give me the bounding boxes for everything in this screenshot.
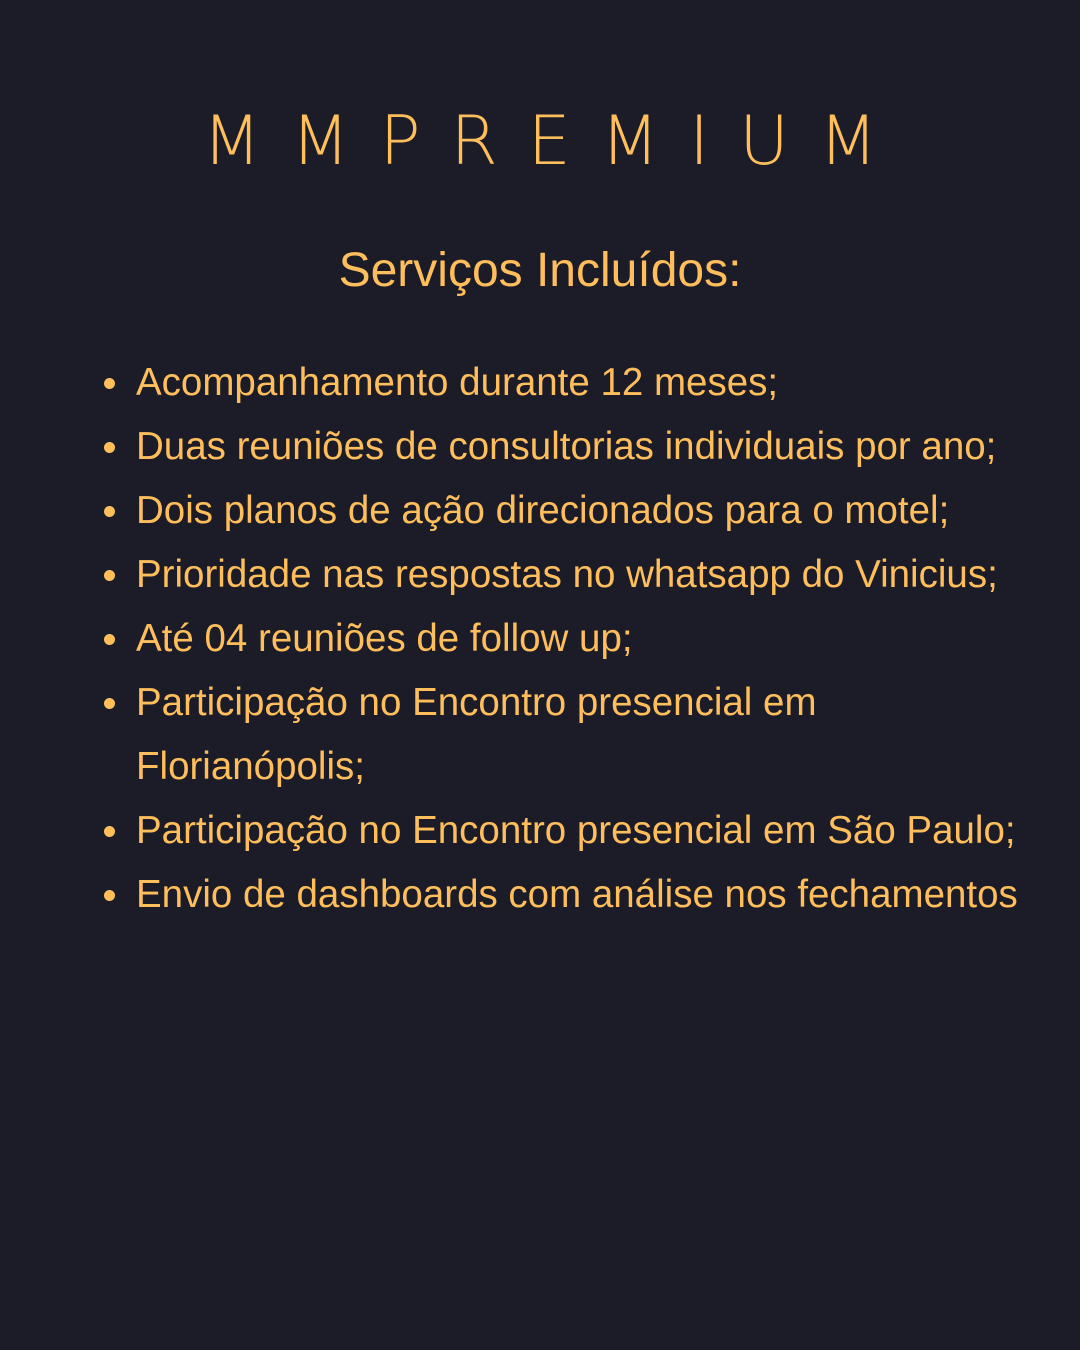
service-item [100,863,1030,927]
service-item [100,671,1030,799]
service-item [100,479,1030,543]
service-text: Acompanhamento durante 12 meses; [136,361,779,404]
service-text: Envio de dashboards com análise nos fechamentos [136,873,1018,916]
service-text: Participação no Encontro presencial em São Paulo; [136,809,1016,852]
service-text: Dois planos de ação direcionados para o motel; [136,489,950,532]
bullet-icon [104,378,115,389]
service-text: Até 04 reuniões de follow up; [136,617,633,660]
service-text: Participação no Encontro presencial em Florianópolis; [136,681,817,788]
service-text: Duas reuniões de consultorias individuais por ano; [136,425,997,468]
service-item [100,543,1030,607]
bullet-icon [104,506,115,517]
bullet-icon [104,442,115,453]
section-heading: Serviços Incluídos: [338,244,742,297]
bullet-icon [104,634,115,645]
brand-title: MMPREMIUM [202,102,908,181]
bullet-icon [104,570,115,581]
service-text: Prioridade nas respostas no whatsapp do Vinicius; [136,553,998,596]
bullet-icon [104,698,115,709]
bullet-icon [104,890,115,901]
service-item [100,607,1030,671]
service-item [100,799,1030,863]
service-item [100,415,1030,479]
bullet-icon [104,826,115,837]
service-item [100,351,1030,415]
services-list [100,351,1030,927]
